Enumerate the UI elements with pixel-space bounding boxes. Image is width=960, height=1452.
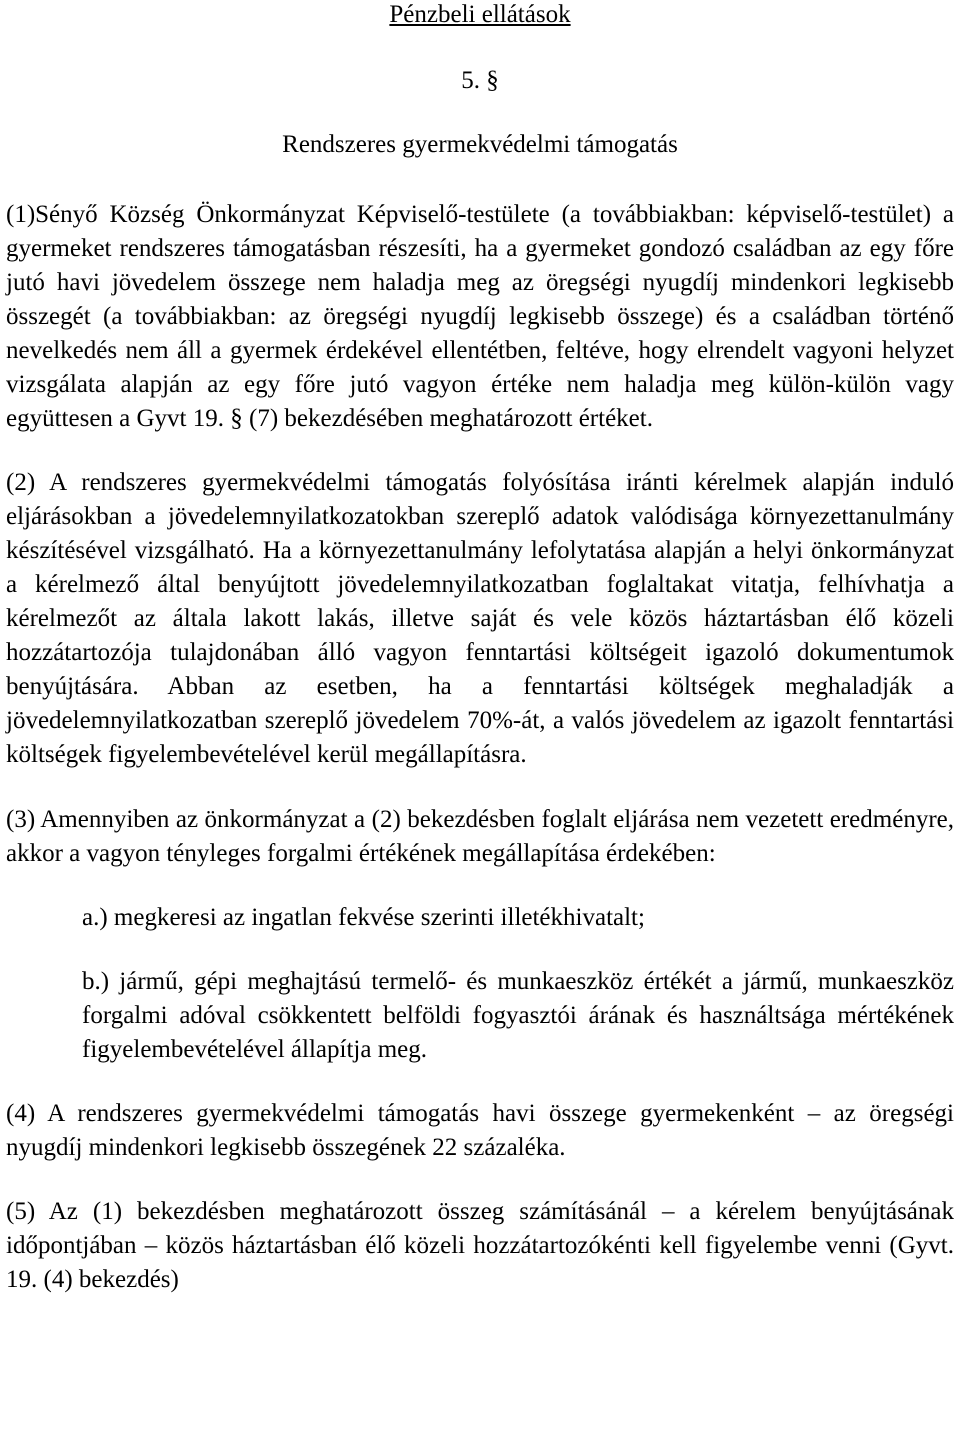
list-item-a: a.) megkeresi az ingatlan fekvése szerinti illetékhivatalt; — [82, 904, 645, 931]
paragraph-4: (4) A rendszeres gyermekvédelmi támogatás havi összege gyermekenként – az öregségi nyugdíj mindenkori legkisebb összegének 22 százaléka. — [6, 1100, 954, 1161]
document-heading: Pénzbeli ellátások — [389, 1, 571, 28]
document-page — [6, 0, 954, 1297]
list-item-b: b.) jármű, gépi meghajtású termelő- és munkaeszköz értékét a jármű, munkaeszköz forgalmi adóval csökkentett belföldi fogyasztói árának és használtsága mértékének figyelembevételével állapítja meg. — [82, 968, 954, 1063]
paragraph-1: (1)Sényő Község Önkormányzat Képviselő-testülete (a továbbiakban: képviselő-testület) a gyermeket rendszeres támogatásban részesíti, ha a gyermeket gondozó családban az egy főre jutó havi jövedelem összege nem haladja meg az öregségi nyugdíj mindenkori legkisebb összegét (a továbbiakban: az öregségi nyugdíj legkisebb összege) és a családban történő nevelkedés nem áll a gyermek érdekével ellentétben, feltéve, hogy elrendelt vagyoni helyzet vizsgálata alapján az egy főre jutó vagyon értéke nem haladja meg külön-külön vagy együttesen a Gyvt 19. § (7) bekezdésében meghatározott értéket. — [6, 201, 954, 432]
paragraph-3: (3) Amennyiben az önkormányzat a (2) bekezdésben foglalt eljárása nem vezetett eredményre, akkor a vagyon tényleges forgalmi értékének megállapítása érdekében: — [6, 806, 954, 867]
paragraph-5: (5) Az (1) bekezdésben meghatározott összeg számításánál – a kérelem benyújtásának időpontjában – közös háztartásban élő közeli hozzátartozókénti kell figyelembe venni (Gyvt. 19. (4) bekezdés) — [6, 1198, 954, 1293]
section-title: Rendszeres gyermekvédelmi támogatás — [282, 131, 678, 158]
paragraph-2: (2) A rendszeres gyermekvédelmi támogatás folyósítása iránti kérelmek alapján induló eljárásokban a jövedelemnyilatkozatokban szereplő adatok valódisága környezettanulmány készítésével vizsgálható. Ha a környezettanulmány lefolytatása alapján a helyi önkormányzat a kérelmező által benyújtott jövedelemnyilatkozatban foglaltakat vitatja, felhívhatja a kérelmezőt az általa lakott lakás, illetve saját és vele közös háztartásban élő közeli hozzátartozója tulajdonában álló vagyon fenntartási költségeit igazoló dokumentumok benyújtására. Abban az esetben, ha a fenntartási költségek meghaladják a jövedelemnyilatkozatban szereplő jövedelem 70%-át, a valós jövedelem az igazolt fenntartási költségek figyelembevételével kerül megállapításra. — [6, 469, 954, 768]
section-number: 5. § — [461, 67, 499, 94]
